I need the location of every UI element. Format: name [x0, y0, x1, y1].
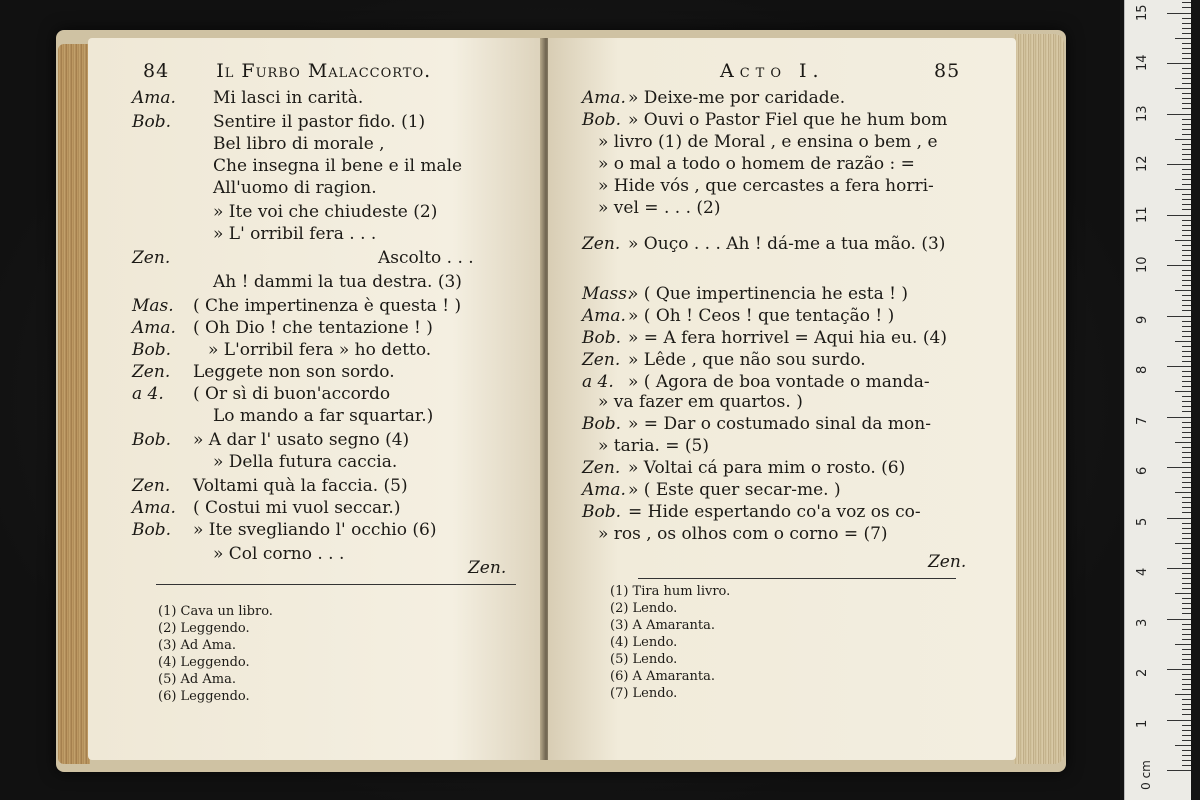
dialogue-line: = Hide espertando co'a voz os co- [628, 502, 921, 522]
measuring-ruler [1124, 0, 1191, 800]
speaker-label: Bob. [132, 430, 172, 450]
ruler-tick [1182, 18, 1191, 19]
ruler-tick [1182, 204, 1191, 205]
ruler-tick [1167, 669, 1191, 670]
ruler-tick [1182, 93, 1191, 94]
ruler-tick [1175, 644, 1191, 645]
ruler-tick [1182, 750, 1191, 751]
ruler-tick [1182, 199, 1191, 200]
ruler-tick [1175, 391, 1191, 392]
ruler-tick [1182, 452, 1191, 453]
dialogue-line: Lo mando a far squartar.) [213, 406, 434, 426]
ruler-tick [1175, 240, 1191, 241]
footnote-rule-left [156, 584, 516, 585]
dialogue-line: » Ouço . . . Ah ! dá-me a tua mão. (3) [628, 234, 946, 254]
ruler-tick [1167, 467, 1191, 468]
dialogue-line: » Deixe-me por caridade. [628, 88, 846, 108]
ruler-tick [1182, 310, 1191, 311]
ruler-tick [1182, 578, 1191, 579]
ruler-tick [1182, 371, 1191, 372]
ruler-tick [1182, 482, 1191, 483]
ruler-tick [1182, 209, 1191, 210]
ruler-tick [1182, 356, 1191, 357]
ruler-tick [1182, 649, 1191, 650]
ruler-tick [1182, 740, 1191, 741]
speaker-label: Mass. [582, 284, 633, 304]
ruler-tick [1167, 518, 1191, 519]
right-page [548, 38, 1016, 760]
dialogue-line: Voltami quà la faccia. (5) [193, 476, 408, 496]
dialogue-line: » taria. = (5) [598, 436, 710, 456]
ruler-tick [1182, 704, 1191, 705]
ruler-tick [1182, 270, 1191, 271]
dialogue-line: » o mal a todo o homem de razão : = [598, 154, 915, 174]
ruler-tick [1167, 164, 1191, 165]
footnote: (5) Ad Ama. [158, 672, 236, 687]
ruler-tick [1182, 169, 1191, 170]
ruler-tick [1167, 568, 1191, 569]
ruler-number: 14 [1135, 54, 1150, 71]
ruler-number: 4 [1135, 567, 1150, 576]
ruler-number: 13 [1135, 104, 1150, 122]
ruler-tick [1182, 507, 1191, 508]
ruler-tick [1182, 331, 1191, 332]
dialogue-line: » Della futura caccia. [213, 452, 398, 472]
speaker-label: Zen. [132, 362, 171, 382]
ruler-tick [1182, 68, 1191, 69]
ruler-tick [1182, 406, 1191, 407]
speaker-label: a 4. [132, 384, 164, 404]
ruler-tick [1182, 351, 1191, 352]
ruler-number: 1 [1135, 719, 1150, 728]
ruler-tick [1182, 230, 1191, 231]
dialogue-line: » A dar l' usato segno (4) [193, 430, 410, 450]
ruler-tick [1175, 38, 1191, 39]
ruler-tick [1182, 563, 1191, 564]
left-page-edges [58, 44, 90, 764]
ruler-tick [1167, 770, 1191, 771]
dialogue-line: » L'orribil fera » ho detto. [208, 340, 432, 360]
right-running-head: Acto I. [720, 60, 825, 82]
footnote: (4) Lendo. [610, 635, 678, 650]
ruler-tick [1182, 250, 1191, 251]
ruler-tick [1182, 346, 1191, 347]
ruler-number: 12 [1135, 155, 1150, 172]
dialogue-line: All'uomo di ragion. [213, 178, 377, 198]
ruler-tick [1182, 396, 1191, 397]
dialogue-line: Sentire il pastor fido. (1) [213, 112, 426, 132]
ruler-tick [1182, 285, 1191, 286]
ruler-tick [1182, 78, 1191, 79]
ruler-tick [1182, 422, 1191, 423]
ruler-tick [1175, 593, 1191, 594]
ruler-tick [1182, 533, 1191, 534]
ruler-tick [1182, 275, 1191, 276]
ruler-tick [1175, 139, 1191, 140]
ruler-number: 11 [1135, 205, 1150, 223]
ruler-tick [1182, 58, 1191, 59]
speaker-label: Bob. [132, 520, 172, 540]
ruler-tick [1182, 432, 1191, 433]
ruler-tick [1182, 174, 1191, 175]
ruler-tick [1182, 553, 1191, 554]
ruler-tick [1182, 730, 1191, 731]
footnote: (2) Leggendo. [158, 621, 250, 636]
ruler-tick [1167, 114, 1191, 115]
ruler-tick [1182, 437, 1191, 438]
footnote: (3) Ad Ama. [158, 638, 236, 653]
ruler-tick [1182, 98, 1191, 99]
footnote: (6) Leggendo. [158, 689, 250, 704]
ruler-tick [1167, 265, 1191, 266]
ruler-tick [1182, 497, 1191, 498]
ruler-tick [1167, 215, 1191, 216]
ruler-tick [1182, 427, 1191, 428]
dialogue-line: ( Costui mi vuol seccar.) [193, 498, 401, 518]
ruler-tick [1182, 558, 1191, 559]
ruler-tick [1182, 639, 1191, 640]
dialogue-line: » Hide vós , que cercastes a fera horri- [598, 176, 934, 196]
speaker-label: Bob. [132, 112, 172, 132]
ruler-number: 5 [1135, 517, 1150, 526]
ruler-tick [1182, 225, 1191, 226]
ruler-tick [1182, 457, 1191, 458]
speaker-label: Zen. [132, 476, 171, 496]
dialogue-line: » ( Agora de boa vontade o manda- [628, 372, 930, 392]
dialogue-line: » ( Este quer secar-me. ) [628, 480, 841, 500]
ruler-tick [1182, 538, 1191, 539]
ruler-tick [1182, 523, 1191, 524]
ruler-number: 7 [1135, 416, 1150, 425]
ruler-tick [1182, 159, 1191, 160]
ruler-tick [1182, 43, 1191, 44]
ruler-tick [1175, 290, 1191, 291]
ruler-tick [1175, 745, 1191, 746]
ruler-tick [1182, 134, 1191, 135]
ruler-tick [1182, 502, 1191, 503]
ruler-tick [1167, 417, 1191, 418]
speaker-label: a 4. [582, 372, 614, 392]
ruler-tick [1182, 629, 1191, 630]
ruler-tick [1182, 528, 1191, 529]
ruler-tick [1182, 2, 1191, 3]
ruler-tick [1182, 603, 1191, 604]
footnote: (5) Lendo. [610, 652, 678, 667]
speaker-label: Ama. [582, 306, 626, 326]
dialogue-line: » ( Que impertinencia he esta ! ) [628, 284, 908, 304]
ruler-tick [1182, 477, 1191, 478]
speaker-label: Ama. [132, 88, 176, 108]
page-number-left: 84 [143, 60, 170, 82]
ruler-tick [1182, 103, 1191, 104]
ruler-tick [1182, 7, 1191, 8]
ruler-tick [1182, 33, 1191, 34]
ruler-tick [1182, 260, 1191, 261]
ruler-tick [1182, 755, 1191, 756]
dialogue-line: Leggete non son sordo. [193, 362, 395, 382]
ruler-tick [1182, 684, 1191, 685]
ruler-tick [1182, 28, 1191, 29]
dialogue-line: » Voltai cá para mim o rosto. (6) [628, 458, 906, 478]
ruler-tick [1182, 765, 1191, 766]
ruler-tick [1182, 725, 1191, 726]
ruler-tick [1167, 316, 1191, 317]
ruler-tick [1182, 245, 1191, 246]
ruler-tick [1182, 588, 1191, 589]
ruler-tick [1182, 235, 1191, 236]
ruler-tick [1182, 381, 1191, 382]
ruler-number: 8 [1135, 365, 1150, 374]
left-running-head [143, 60, 431, 82]
ruler-number: 3 [1135, 618, 1150, 627]
speaker-label: Zen. [582, 234, 621, 254]
ruler-tick [1182, 48, 1191, 49]
catchword-right: Zen. [928, 552, 967, 572]
right-page-edges [1014, 34, 1064, 764]
ruler-tick [1182, 220, 1191, 221]
speaker-label: Zen. [582, 458, 621, 478]
ruler-tick [1182, 760, 1191, 761]
footnote: (6) A Amaranta. [610, 669, 715, 684]
footnote: (2) Lendo. [610, 601, 678, 616]
dialogue-line: Mi lasci in carità. [213, 88, 364, 108]
ruler-number: 9 [1135, 315, 1150, 324]
ruler-tick [1182, 659, 1191, 660]
speaker-label: Bob. [582, 502, 622, 522]
ruler-tick [1182, 295, 1191, 296]
ruler-tick [1182, 689, 1191, 690]
ruler-tick [1175, 88, 1191, 89]
ruler-tick [1182, 608, 1191, 609]
ruler-tick [1182, 548, 1191, 549]
speaker-label: Bob. [582, 328, 622, 348]
ruler-tick [1167, 619, 1191, 620]
ruler-tick [1182, 119, 1191, 120]
ruler-tick [1175, 189, 1191, 190]
ruler-tick [1182, 624, 1191, 625]
dialogue-line: Che insegna il bene e il male [213, 156, 463, 176]
ruler-tick [1175, 341, 1191, 342]
dialogue-line: » = Dar o costumado sinal da mon- [628, 414, 931, 434]
speaker-label: Bob. [132, 340, 172, 360]
ruler-tick [1182, 634, 1191, 635]
ruler-tick [1182, 512, 1191, 513]
ruler-tick [1182, 654, 1191, 655]
ruler-tick [1182, 53, 1191, 54]
footnote: (1) Tira hum livro. [610, 584, 731, 599]
ruler-tick [1182, 699, 1191, 700]
dialogue-line: » va fazer em quartos. ) [598, 392, 803, 412]
dialogue-line: ( Or sì di buon'accordo [193, 384, 391, 404]
ruler-tick [1182, 462, 1191, 463]
ruler-tick [1167, 63, 1191, 64]
ruler-tick [1182, 613, 1191, 614]
dialogue-line: » L' orribil fera . . . [213, 224, 377, 244]
speaker-label: Bob. [582, 414, 622, 434]
ruler-tick [1182, 149, 1191, 150]
ruler-tick [1182, 144, 1191, 145]
ruler-unit-label: 0 cm [1138, 760, 1153, 790]
ruler-tick [1182, 386, 1191, 387]
ruler-tick [1167, 13, 1191, 14]
ruler-tick [1182, 326, 1191, 327]
speaker-label: Zen. [582, 350, 621, 370]
ruler-tick [1182, 154, 1191, 155]
ruler-tick [1182, 184, 1191, 185]
dialogue-line: ( Oh Dio ! che tentazione ! ) [193, 318, 433, 338]
ruler-tick [1182, 401, 1191, 402]
ruler-tick [1182, 709, 1191, 710]
ruler-tick [1182, 83, 1191, 84]
dialogue-line: Ascolto . . . [378, 248, 474, 268]
ruler-tick [1182, 583, 1191, 584]
ruler-tick [1182, 124, 1191, 125]
ruler-tick [1182, 376, 1191, 377]
ruler-tick [1182, 664, 1191, 665]
running-head-title: Il Furbo Malaccorto. [216, 60, 432, 82]
footnote: (7) Lendo. [610, 686, 678, 701]
ruler-tick [1175, 492, 1191, 493]
ruler-number: 10 [1135, 256, 1150, 273]
ruler-tick [1182, 108, 1191, 109]
dialogue-line: » ros , os olhos com o corno = (7) [598, 524, 888, 544]
speaker-label: Ama. [132, 318, 176, 338]
catchword-left: Zen. [468, 558, 507, 578]
speaker-label: Ama. [132, 498, 176, 518]
dialogue-line: » vel = . . . (2) [598, 198, 721, 218]
ruler-tick [1182, 674, 1191, 675]
dialogue-line: » Ouvi o Pastor Fiel que he hum bom [628, 110, 948, 130]
left-page [88, 38, 544, 760]
speaker-label: Bob. [582, 110, 622, 130]
dialogue-line: » Ite svegliando l' occhio (6) [193, 520, 437, 540]
ruler-tick [1182, 321, 1191, 322]
dialogue-line: » livro (1) de Moral , e ensina o bem , e [598, 132, 938, 152]
ruler-tick [1182, 679, 1191, 680]
ruler-tick [1182, 447, 1191, 448]
ruler-tick [1182, 300, 1191, 301]
page-number-right: 85 [934, 60, 961, 82]
ruler-tick [1182, 255, 1191, 256]
dialogue-line: » ( Oh ! Ceos ! que tentação ! ) [628, 306, 895, 326]
ruler-tick [1175, 442, 1191, 443]
ruler-tick [1167, 366, 1191, 367]
ruler-tick [1182, 73, 1191, 74]
footnote-rule-right [638, 578, 956, 579]
dialogue-line: Bel libro di morale , [213, 134, 385, 154]
speaker-label: Ama. [582, 88, 626, 108]
ruler-number: 6 [1135, 466, 1150, 475]
ruler-tick [1182, 336, 1191, 337]
dialogue-line: Ah ! dammi la tua destra. (3) [213, 272, 462, 292]
ruler-tick [1167, 720, 1191, 721]
speaker-label: Mas. [132, 296, 174, 316]
ruler-tick [1182, 179, 1191, 180]
dialogue-line: » = A fera horrivel = Aqui hia eu. (4) [628, 328, 947, 348]
speaker-label: Zen. [132, 248, 171, 268]
dialogue-line: » Lêde , que não sou surdo. [628, 350, 866, 370]
ruler-tick [1182, 194, 1191, 195]
speaker-label: Ama. [582, 480, 626, 500]
ruler-tick [1175, 694, 1191, 695]
ruler-tick [1182, 472, 1191, 473]
footnote: (4) Leggendo. [158, 655, 250, 670]
ruler-tick [1182, 411, 1191, 412]
ruler-tick [1182, 714, 1191, 715]
ruler-tick [1182, 361, 1191, 362]
footnote: (3) A Amaranta. [610, 618, 715, 633]
ruler-tick [1182, 735, 1191, 736]
ruler-tick [1175, 543, 1191, 544]
ruler-tick [1182, 573, 1191, 574]
dialogue-line: » Col corno . . . [213, 544, 345, 564]
footnote: (1) Cava un libro. [158, 604, 273, 619]
dialogue-line: » Ite voi che chiudeste (2) [213, 202, 438, 222]
dialogue-line: ( Che impertinenza è questa ! ) [193, 296, 462, 316]
ruler-tick [1182, 129, 1191, 130]
ruler-tick [1182, 487, 1191, 488]
ruler-tick [1182, 305, 1191, 306]
ruler-tick [1182, 23, 1191, 24]
ruler-tick [1182, 280, 1191, 281]
ruler-number: 2 [1135, 668, 1150, 677]
ruler-number: 15 [1135, 3, 1150, 21]
ruler-tick [1182, 598, 1191, 599]
